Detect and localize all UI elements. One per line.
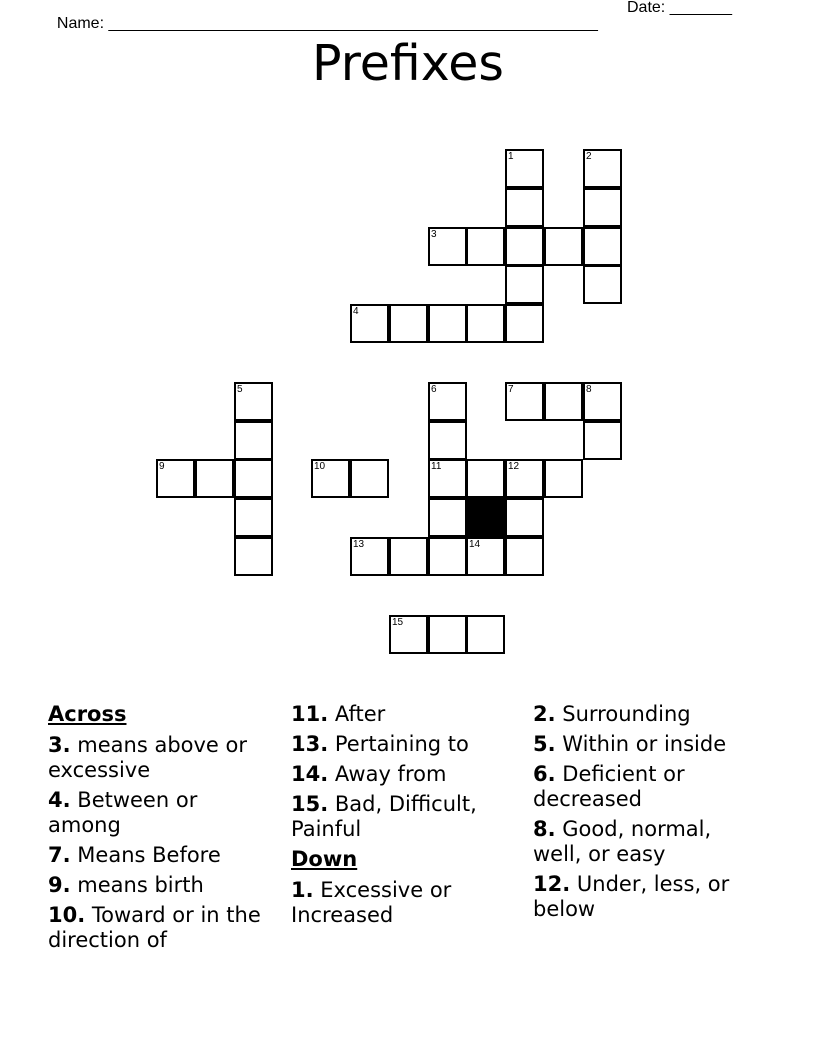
crossword-cell[interactable] bbox=[350, 537, 389, 576]
crossword-cell[interactable] bbox=[428, 459, 467, 498]
crossword-cell[interactable] bbox=[428, 421, 467, 460]
clue-number: 13. bbox=[291, 732, 329, 756]
clue-item bbox=[48, 873, 268, 898]
clue-text: Bad, Difficult, Painful bbox=[291, 792, 477, 841]
clue-number: 14. bbox=[291, 762, 329, 786]
clue-text: Excessive or Increased bbox=[291, 878, 452, 927]
clue-number: 8. bbox=[533, 817, 556, 841]
clue-item bbox=[291, 732, 511, 757]
crossword-black-cell bbox=[466, 498, 505, 537]
cell-number: 13 bbox=[353, 539, 365, 550]
crossword-cell[interactable] bbox=[505, 498, 544, 537]
clue-number: 2. bbox=[533, 702, 556, 726]
crossword-cell[interactable] bbox=[389, 615, 428, 654]
clue-item bbox=[48, 733, 268, 783]
cell-number: 3 bbox=[431, 229, 437, 240]
clue-number: 6. bbox=[533, 762, 556, 786]
clue-number: 7. bbox=[48, 843, 71, 867]
clue-text: means above or excessive bbox=[48, 733, 248, 782]
crossword-cell[interactable] bbox=[505, 304, 544, 343]
clue-number: 9. bbox=[48, 873, 71, 897]
cell-number: 15 bbox=[392, 617, 404, 628]
clue-number: 4. bbox=[48, 788, 71, 812]
crossword-cell[interactable] bbox=[466, 537, 505, 576]
crossword-cell[interactable] bbox=[544, 382, 583, 421]
cell-number: 7 bbox=[508, 384, 514, 395]
page-title: Prefixes bbox=[312, 35, 504, 92]
crossword-cell[interactable] bbox=[234, 537, 273, 576]
crossword-cell[interactable] bbox=[505, 265, 544, 304]
crossword-cell[interactable] bbox=[195, 459, 234, 498]
crossword-cell[interactable] bbox=[505, 537, 544, 576]
crossword-cell[interactable] bbox=[234, 382, 273, 421]
clue-text: Pertaining to bbox=[334, 732, 469, 756]
crossword-cell[interactable] bbox=[389, 537, 428, 576]
crossword-cell[interactable] bbox=[234, 498, 273, 537]
crossword-cell[interactable] bbox=[583, 265, 622, 304]
clue-item bbox=[48, 788, 268, 838]
cell-number: 2 bbox=[586, 151, 592, 162]
crossword-cell[interactable] bbox=[544, 459, 583, 498]
clue-item bbox=[533, 872, 753, 922]
clue-text: Good, normal, well, or easy bbox=[533, 817, 712, 866]
crossword-cell[interactable] bbox=[505, 459, 544, 498]
crossword-cell[interactable] bbox=[350, 459, 389, 498]
crossword-cell[interactable] bbox=[234, 421, 273, 460]
clue-item bbox=[291, 792, 511, 842]
cell-number: 11 bbox=[431, 461, 442, 472]
crossword-cell[interactable] bbox=[583, 421, 622, 460]
clue-number: 11. bbox=[291, 702, 329, 726]
clue-item bbox=[533, 702, 753, 727]
crossword-cell[interactable] bbox=[389, 304, 428, 343]
clue-number: 5. bbox=[533, 732, 556, 756]
clue-number: 3. bbox=[48, 733, 71, 757]
crossword-cell[interactable] bbox=[234, 459, 273, 498]
clue-text: Between or among bbox=[48, 788, 198, 837]
crossword-cell[interactable] bbox=[583, 227, 622, 266]
clues-column-3 bbox=[533, 702, 753, 927]
clues-column-1 bbox=[48, 702, 268, 958]
clue-number: 15. bbox=[291, 792, 329, 816]
crossword-cell[interactable] bbox=[428, 537, 467, 576]
crossword-cell[interactable] bbox=[428, 498, 467, 537]
date-field-label: Date: _______ bbox=[627, 0, 732, 16]
crossword-cell[interactable] bbox=[466, 459, 505, 498]
clue-number: 10. bbox=[48, 903, 86, 927]
clue-text: Means Before bbox=[77, 843, 221, 867]
crossword-cell[interactable] bbox=[466, 227, 505, 266]
clue-text: Toward or in the direction of bbox=[48, 903, 261, 952]
crossword-cell[interactable] bbox=[583, 382, 622, 421]
crossword-cell[interactable] bbox=[505, 149, 544, 188]
clue-item bbox=[291, 762, 511, 787]
crossword-cell[interactable] bbox=[428, 615, 467, 654]
clue-text: Deficient or decreased bbox=[533, 762, 685, 811]
clue-text: Within or inside bbox=[562, 732, 727, 756]
clue-number: 12. bbox=[533, 872, 571, 896]
crossword-cell[interactable] bbox=[156, 459, 195, 498]
cell-number: 8 bbox=[586, 384, 592, 395]
crossword-cell[interactable] bbox=[428, 382, 467, 421]
name-field-label: Name: _______________________________________________________ bbox=[56, 15, 598, 32]
cell-number: 12 bbox=[508, 461, 520, 472]
cell-number: 1 bbox=[508, 151, 514, 162]
clue-item bbox=[533, 762, 753, 812]
crossword-cell[interactable] bbox=[505, 188, 544, 227]
crossword-cell[interactable] bbox=[311, 459, 350, 498]
clue-text: means birth bbox=[77, 873, 204, 897]
crossword-cell[interactable] bbox=[505, 227, 544, 266]
clue-number: 1. bbox=[291, 878, 314, 902]
cell-number: 10 bbox=[314, 461, 326, 472]
clue-item bbox=[291, 878, 511, 928]
clue-text: Under, less, or below bbox=[533, 872, 730, 921]
clue-item bbox=[533, 817, 753, 867]
crossword-cell[interactable] bbox=[428, 304, 467, 343]
cell-number: 6 bbox=[431, 384, 437, 395]
crossword-cell[interactable] bbox=[428, 227, 467, 266]
cell-number: 4 bbox=[353, 306, 359, 317]
clues-column-2 bbox=[291, 702, 511, 933]
crossword-cell[interactable] bbox=[544, 227, 583, 266]
crossword-cell[interactable] bbox=[505, 382, 544, 421]
clue-item bbox=[48, 843, 268, 868]
clue-text: After bbox=[334, 702, 386, 726]
crossword-cell[interactable] bbox=[466, 615, 505, 654]
crossword-cell[interactable] bbox=[350, 304, 389, 343]
clue-item bbox=[291, 702, 511, 727]
clue-item bbox=[48, 903, 268, 953]
cell-number: 9 bbox=[159, 461, 165, 472]
down-heading: Down bbox=[291, 847, 358, 871]
across-heading: Across bbox=[48, 702, 127, 726]
crossword-cell[interactable] bbox=[583, 149, 622, 188]
clue-text: Away from bbox=[334, 762, 447, 786]
cell-number: 14 bbox=[469, 539, 481, 550]
clue-text: Surrounding bbox=[562, 702, 691, 726]
crossword-cell[interactable] bbox=[583, 188, 622, 227]
clue-item bbox=[533, 732, 753, 757]
cell-number: 5 bbox=[237, 384, 243, 395]
crossword-cell[interactable] bbox=[466, 304, 505, 343]
